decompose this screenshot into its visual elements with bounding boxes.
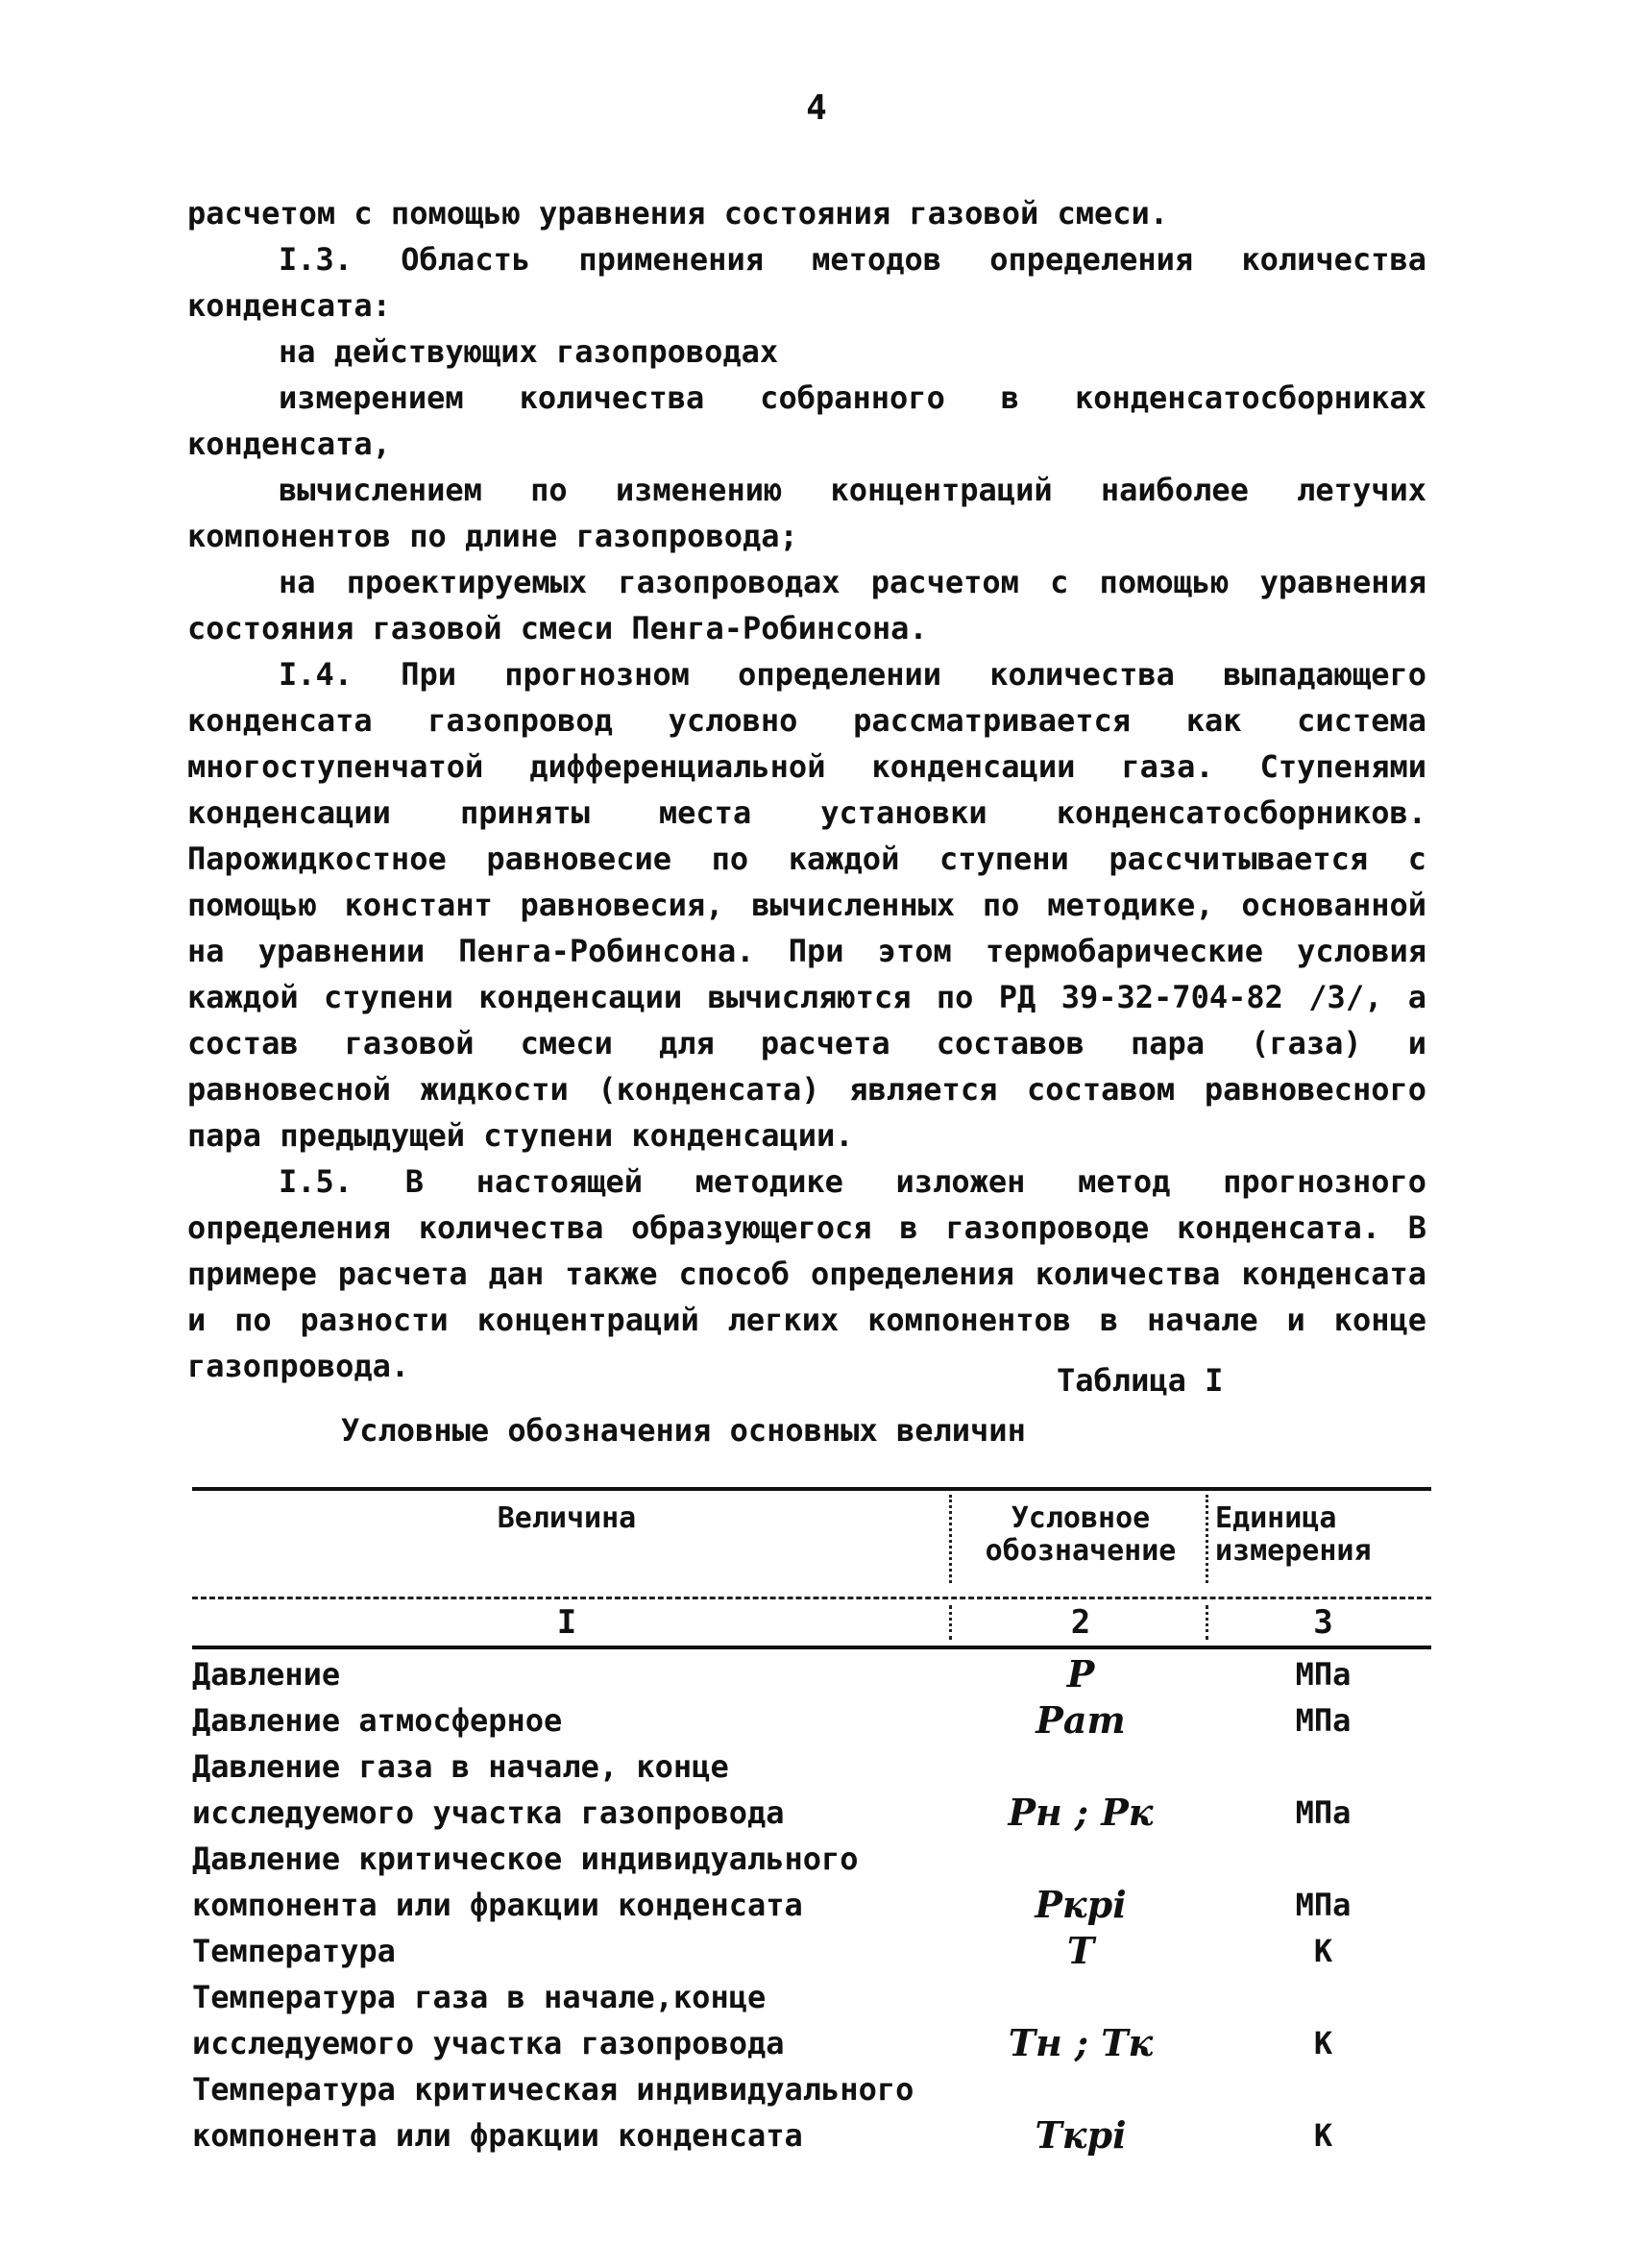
paragraph: I.4. При прогнозном определении количества выпадающего конденсата газопровод условно рассматривается как система многоступенчатой дифференциальной конденсации газа. Ступенями конденсации приняты места установки конденсатосборников. Парожидкостное равновесие по каждой ступени рассчитывается с помощью констант равновесия, вычисленных по методике, основанной на уравнении Пенга-Робинсона. При этом термобарические условия каждой ступени конденсации вычисляются по РД 39-32-704-82 /3/, а состав газовой смеси для расчета составов пара (газа) и равновесной жидкости (конденсата) является составом равновесного пара предыдущей ступени конденсации. bbox=[187, 656, 1426, 1154]
symbol-cell: Tн ; Tк bbox=[1008, 2021, 1154, 2064]
paragraph: измерением количества собранного в конденсатосборниках конденсата, bbox=[187, 379, 1426, 462]
symbols-table bbox=[192, 1487, 1431, 2158]
unit-cell: МПа bbox=[1295, 1794, 1352, 1831]
table-row bbox=[192, 1744, 1431, 1836]
symbol-cell: P bbox=[1066, 1652, 1095, 1695]
table-row bbox=[192, 1836, 1431, 1928]
table-row bbox=[192, 2066, 1431, 2158]
table-row bbox=[192, 1697, 1431, 1744]
paragraph: расчетом с помощью уравнения состояния газовой смеси. bbox=[187, 195, 1169, 232]
unit-cell: МПа bbox=[1295, 1656, 1352, 1693]
body-text bbox=[187, 190, 1426, 1389]
column-divider bbox=[949, 1495, 952, 1583]
quantity-cell: Давление критическое индивидуального компонента или фракции конденсата bbox=[192, 1841, 859, 1923]
page-number: 4 bbox=[806, 88, 827, 128]
column-number-row bbox=[192, 1599, 1431, 1649]
unit-cell: К bbox=[1313, 1933, 1333, 1969]
header-quantity: Величина bbox=[497, 1501, 637, 1535]
table-title: Условные обозначения основных величин bbox=[341, 1412, 1026, 1449]
header-unit-line2: измерения bbox=[1215, 1534, 1372, 1568]
header-symbol bbox=[961, 1502, 1201, 1568]
paragraph: I.5. В настоящей методике изложен метод прогнозного определения количества образующегося в газопроводе конденсата. В примере расчета дан также способ определения количества конденсата и по разности концентраций легких компонентов в начале и конце газопровода. bbox=[187, 1163, 1426, 1384]
quantity-cell: Давление газа в начале, конце исследуемого участка газопровода bbox=[192, 1748, 785, 1831]
header-symbol-line1: Условное bbox=[1011, 1501, 1151, 1535]
quantity-cell: Температура bbox=[192, 1933, 396, 1969]
table-row bbox=[192, 1974, 1431, 2066]
paragraph: I.3. Область применения методов определения количества конденсата: bbox=[187, 241, 1426, 324]
header-unit-line1: Единица bbox=[1215, 1501, 1337, 1535]
column-number: 2 bbox=[1070, 1603, 1091, 1642]
symbol-cell: T bbox=[1066, 1929, 1095, 1972]
table-header bbox=[192, 1487, 1431, 1599]
symbol-cell: Pкрi bbox=[1035, 1883, 1127, 1926]
quantity-cell: Давление bbox=[192, 1656, 341, 1693]
unit-cell: К bbox=[1313, 2025, 1333, 2061]
column-divider bbox=[1206, 1605, 1208, 1640]
header-symbol-line2: обозначение bbox=[985, 1534, 1177, 1568]
table-row bbox=[192, 1651, 1431, 1697]
paragraph: на действующих газопроводах bbox=[279, 333, 779, 370]
quantity-cell: Температура газа в начале,конце исследуемого участка газопровода bbox=[192, 1979, 785, 2061]
unit-cell: К bbox=[1313, 2117, 1333, 2154]
symbol-cell: Pн ; Pк bbox=[1008, 1791, 1154, 1834]
symbol-cell: Tкрi bbox=[1035, 2113, 1127, 2157]
paragraph: вычислением по изменению концентраций наиболее летучих компонентов по длине газопровода; bbox=[187, 472, 1426, 554]
column-number: I bbox=[556, 1603, 577, 1642]
column-divider bbox=[949, 1605, 952, 1640]
header-unit bbox=[1215, 1502, 1431, 1568]
table-caption: Таблица I bbox=[1057, 1362, 1224, 1399]
symbol-cell: Pат bbox=[1036, 1698, 1126, 1742]
table-row bbox=[192, 1928, 1431, 1974]
unit-cell: МПа bbox=[1295, 1702, 1352, 1739]
unit-cell: МПа bbox=[1295, 1887, 1352, 1923]
quantity-cell: Температура критическая индивидуального компонента или фракции конденсата bbox=[192, 2071, 914, 2154]
column-divider bbox=[1206, 1495, 1208, 1583]
column-number: 3 bbox=[1313, 1603, 1333, 1642]
quantity-cell: Давление атмосферное bbox=[192, 1702, 563, 1739]
paragraph: на проектируемых газопроводах расчетом с помощью уравнения состояния газовой смеси Пенга-Робинсона. bbox=[187, 564, 1426, 646]
